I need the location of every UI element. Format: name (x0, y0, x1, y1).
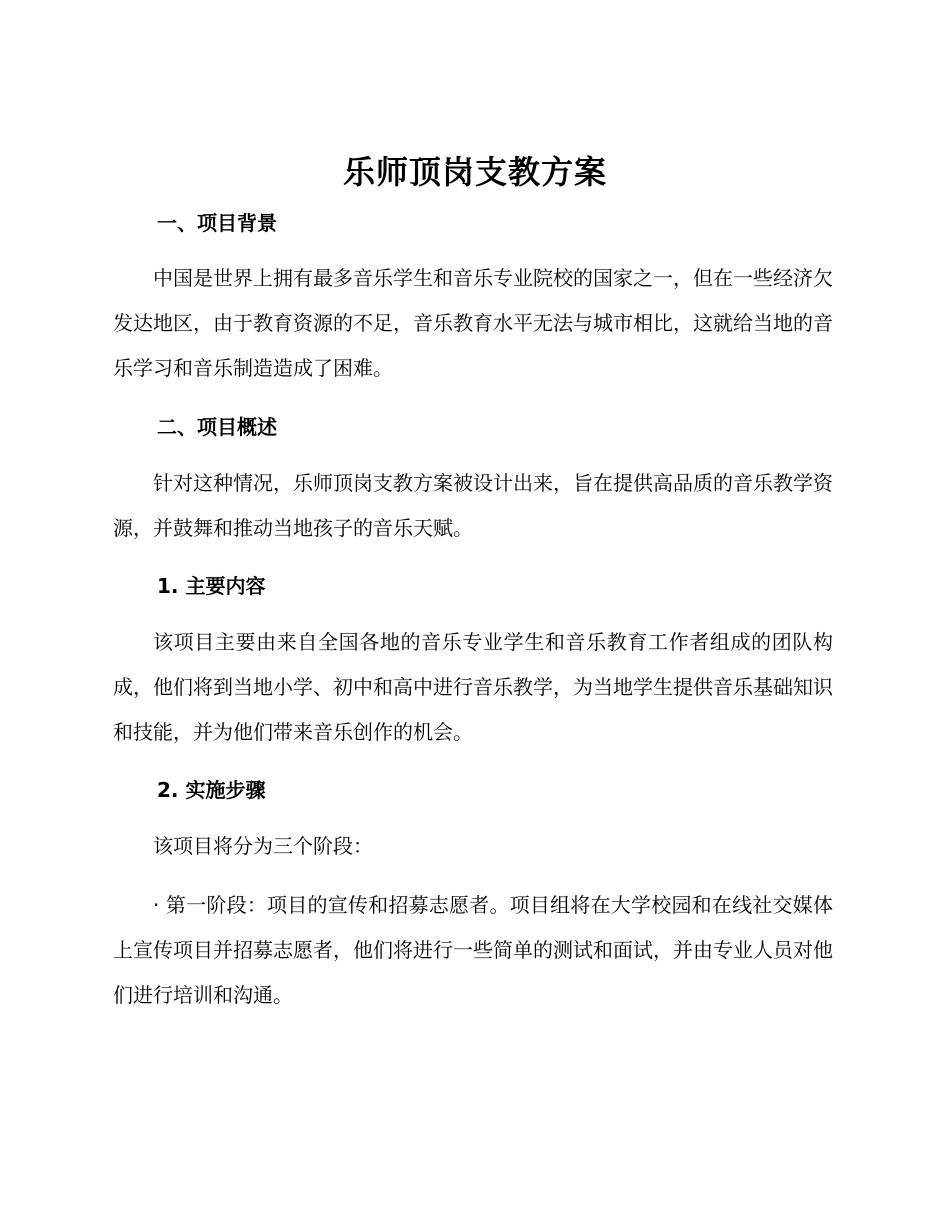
paragraph-stages-intro: 该项目将分为三个阶段： (153, 834, 373, 858)
section-heading-implementation-steps: 2. 实施步骤 (157, 778, 266, 802)
paragraph-overview: 针对这种情况，乐师顶岗支教方案被设计出来，旨在提供高品质的音乐教学资源，并鼓舞和推动当地孩子的音乐天赋。 (113, 471, 833, 540)
paragraph-main-content: 该项目主要由来自全国各地的音乐专业学生和音乐教育工作者组成的团队构成，他们将到当地小学、初中和高中进行音乐教学，为当地学生提供音乐基础知识和技能，并为他们带来音乐创作的机会。 (113, 630, 833, 744)
paragraph-background: 中国是世界上拥有最多音乐学生和音乐专业院校的国家之一，但在一些经济欠发达地区，由于教育资源的不足，音乐教育水平无法与城市相比，这就给当地的音乐学习和音乐制造造成了困难。 (113, 266, 833, 380)
paragraph-stage-one: · 第一阶段：项目的宣传和招募志愿者。项目组将在大学校园和在线社交媒体上宣传项目并招募志愿者，他们将进行一些简单的测试和面试，并由专业人员对他们进行培训和沟通。 (113, 893, 833, 1007)
section-heading-overview: 二、项目概述 (157, 415, 277, 439)
section-heading-main-content: 1. 主要内容 (157, 574, 266, 598)
section-heading-background: 一、项目背景 (157, 211, 277, 235)
document-title: 乐师顶岗支教方案 (342, 153, 607, 191)
